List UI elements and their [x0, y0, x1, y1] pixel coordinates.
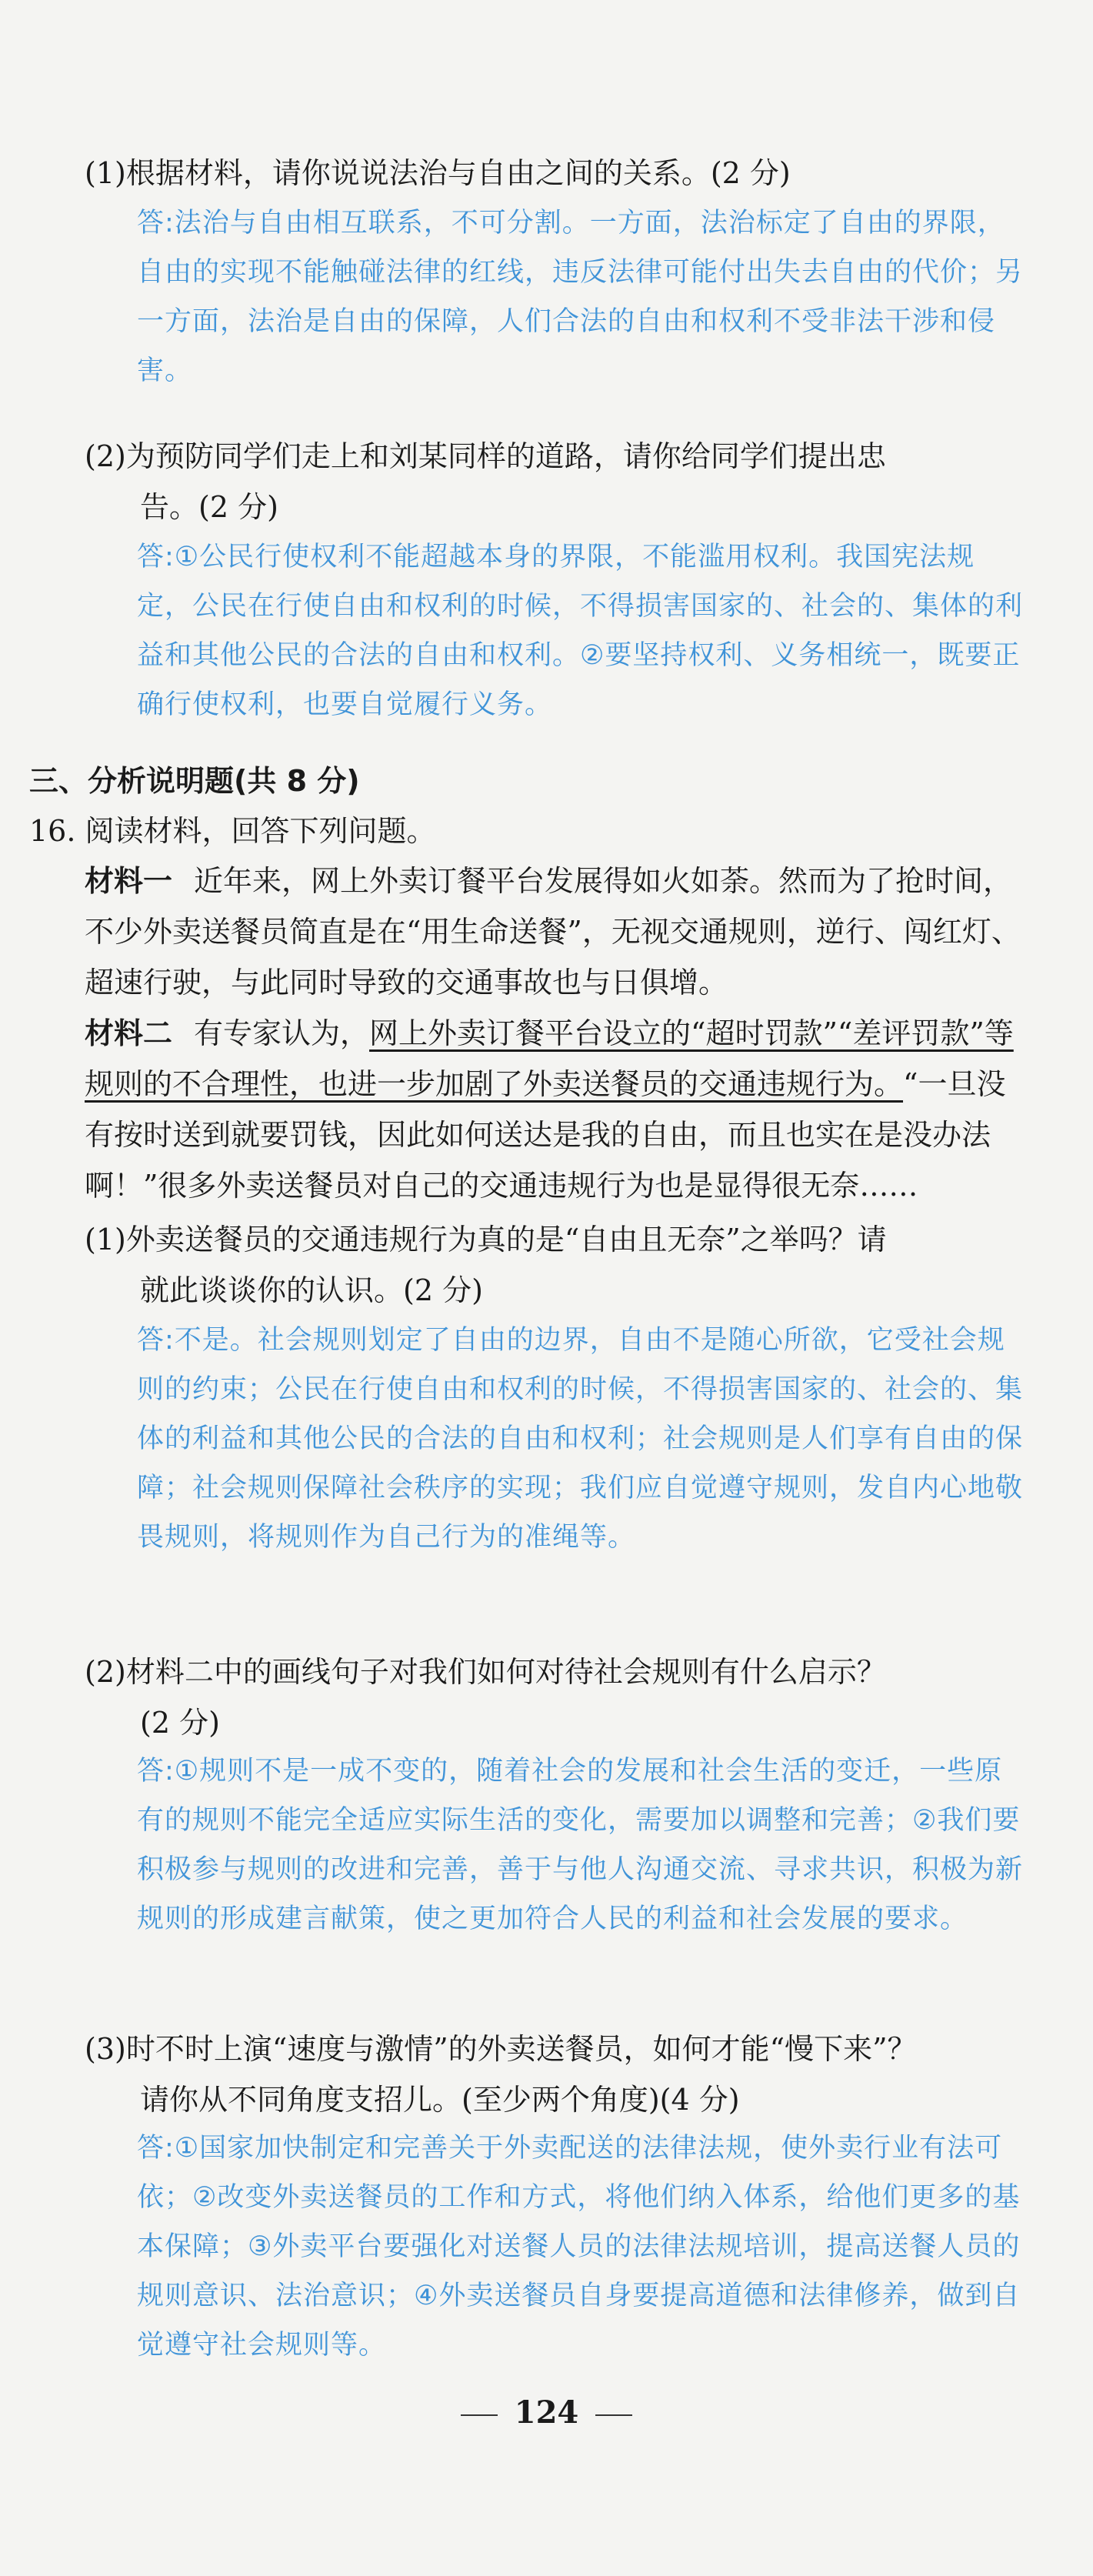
- section-title: 三、分析说明题(共 8 分): [29, 764, 360, 798]
- answer-16-2: 答:①规则不是一成不变的，随着社会的发展和社会生活的变迁，一些原有的规则不能完全适应实际生活的变化，需要加以调整和完善；②我们要积极参与规则的改进和完善，善于与他人沟通交流、寻求共识，积极为新规则的形成建言献策，使之更加符合人民的利益和社会发展的要求。: [137, 1756, 1024, 1934]
- material-2-underlined: 网上外卖订餐平台设立的“超时罚款”“差评罚款”等规则的不合理性，也进一步加剧了外卖送餐员的交通违规行为。: [85, 1016, 1014, 1101]
- question-text-line1: (3)时不时上演“速度与激情”的外卖送餐员，如何才能“慢下来”？: [85, 2032, 917, 2066]
- question-16-1: [85, 1214, 1031, 1316]
- page-number-dash-right: [595, 2414, 632, 2416]
- answer-15-2: 答:①公民行使权利不能超越本身的界限，不能滥用权利。我国宪法规定，公民在行使自由和权利的时候，不得损害国家的、社会的、集体的利益和其他公民的合法的自由和权利。②要坚持权利、义务相统一，既要正确行使权利，也要自觉履行义务。: [137, 542, 1024, 720]
- question-15-2: [85, 431, 1031, 532]
- question-16-3: [85, 2024, 1031, 2125]
- answer-15-1: 答:法治与自由相互联系，不可分割。一方面，法治标定了自由的界限，自由的实现不能触碰法律的红线，违反法律可能付出失去自由的代价；另一方面，法治是自由的保障，人们合法的自由和权利不受非法干涉和侵害。: [137, 208, 1024, 386]
- material-1-label: 材料一: [85, 864, 173, 898]
- question-text-line2: 就此谈谈你的认识。(2 分): [140, 1273, 483, 1307]
- answer-16-1: 答:不是。社会规则划定了自由的边界，自由不是随心所欲，它受社会规则的约束；公民在行使自由和权利的时候，不得损害国家的、社会的、集体的利益和其他公民的合法的自由和权利；社会规则是人们享有自由的保障；社会规则保障社会秩序的实现；我们应自觉遵守规则，发自内心地敬畏规则，将规则作为自己行为的准绳等。: [137, 1325, 1024, 1553]
- material-2: [85, 1008, 1035, 1211]
- page-number-dash-left: [461, 2414, 498, 2416]
- question-text: (1)根据材料，请你说说法治与自由之间的关系。(2 分): [85, 156, 791, 190]
- question-15-1: [85, 148, 1031, 199]
- question-text-line1: (2)材料二中的画线句子对我们如何对待社会规则有什么启示？: [85, 1655, 886, 1689]
- material-2-text-a: 有专家认为，: [194, 1016, 370, 1050]
- material-1-text: 近年来，网上外卖订餐平台发展得如火如荼。然而为了抢时间，不少外卖送餐员简直是在“用生命送餐”，无视交通规则，逆行、闯红灯、超速行驶，与此同时导致的交通事故也与日俱增。: [85, 864, 1021, 999]
- page-number-text: 124: [514, 2394, 579, 2431]
- material-1: [85, 856, 1035, 1008]
- question-text-line2: (2 分): [140, 1706, 220, 1740]
- answer-16-3: 答:①国家加快制定和完善关于外卖配送的法律法规，使外卖行业有法可依；②改变外卖送餐员的工作和方式，将他们纳入体系，给他们更多的基本保障；③外卖平台要强化对送餐人员的法律法规培训，提高送餐人员的规则意识、法治意识；④外卖送餐员自身要提高道德和法律修养，做到自觉遵守社会规则等。: [137, 2133, 1021, 2361]
- question-16-2: [85, 1647, 1031, 1748]
- question-text-line1: (1)外卖送餐员的交通违规行为真的是“自由且无奈”之举吗？请: [85, 1223, 887, 1256]
- question-text-line2: 请你从不同角度支招儿。(至少两个角度)(4 分): [140, 2083, 740, 2117]
- question-text-line1: (2)为预防同学们走上和刘某同样的道路，请你给同学们提出忠: [85, 439, 886, 473]
- question-16-head: 16. 阅读材料，回答下列问题。: [29, 814, 436, 848]
- page-number: [0, 2394, 1093, 2431]
- material-2-label: 材料二: [85, 1016, 173, 1050]
- material-2-text-b: “一旦没有按时送到就要罚钱，因此如何送达是我的自由，而且也实在是没办法啊！”很多外卖送餐员对自己的交通违规行为也是显得很无奈……: [85, 1067, 1006, 1203]
- question-text-line2: 告。(2 分): [140, 490, 278, 524]
